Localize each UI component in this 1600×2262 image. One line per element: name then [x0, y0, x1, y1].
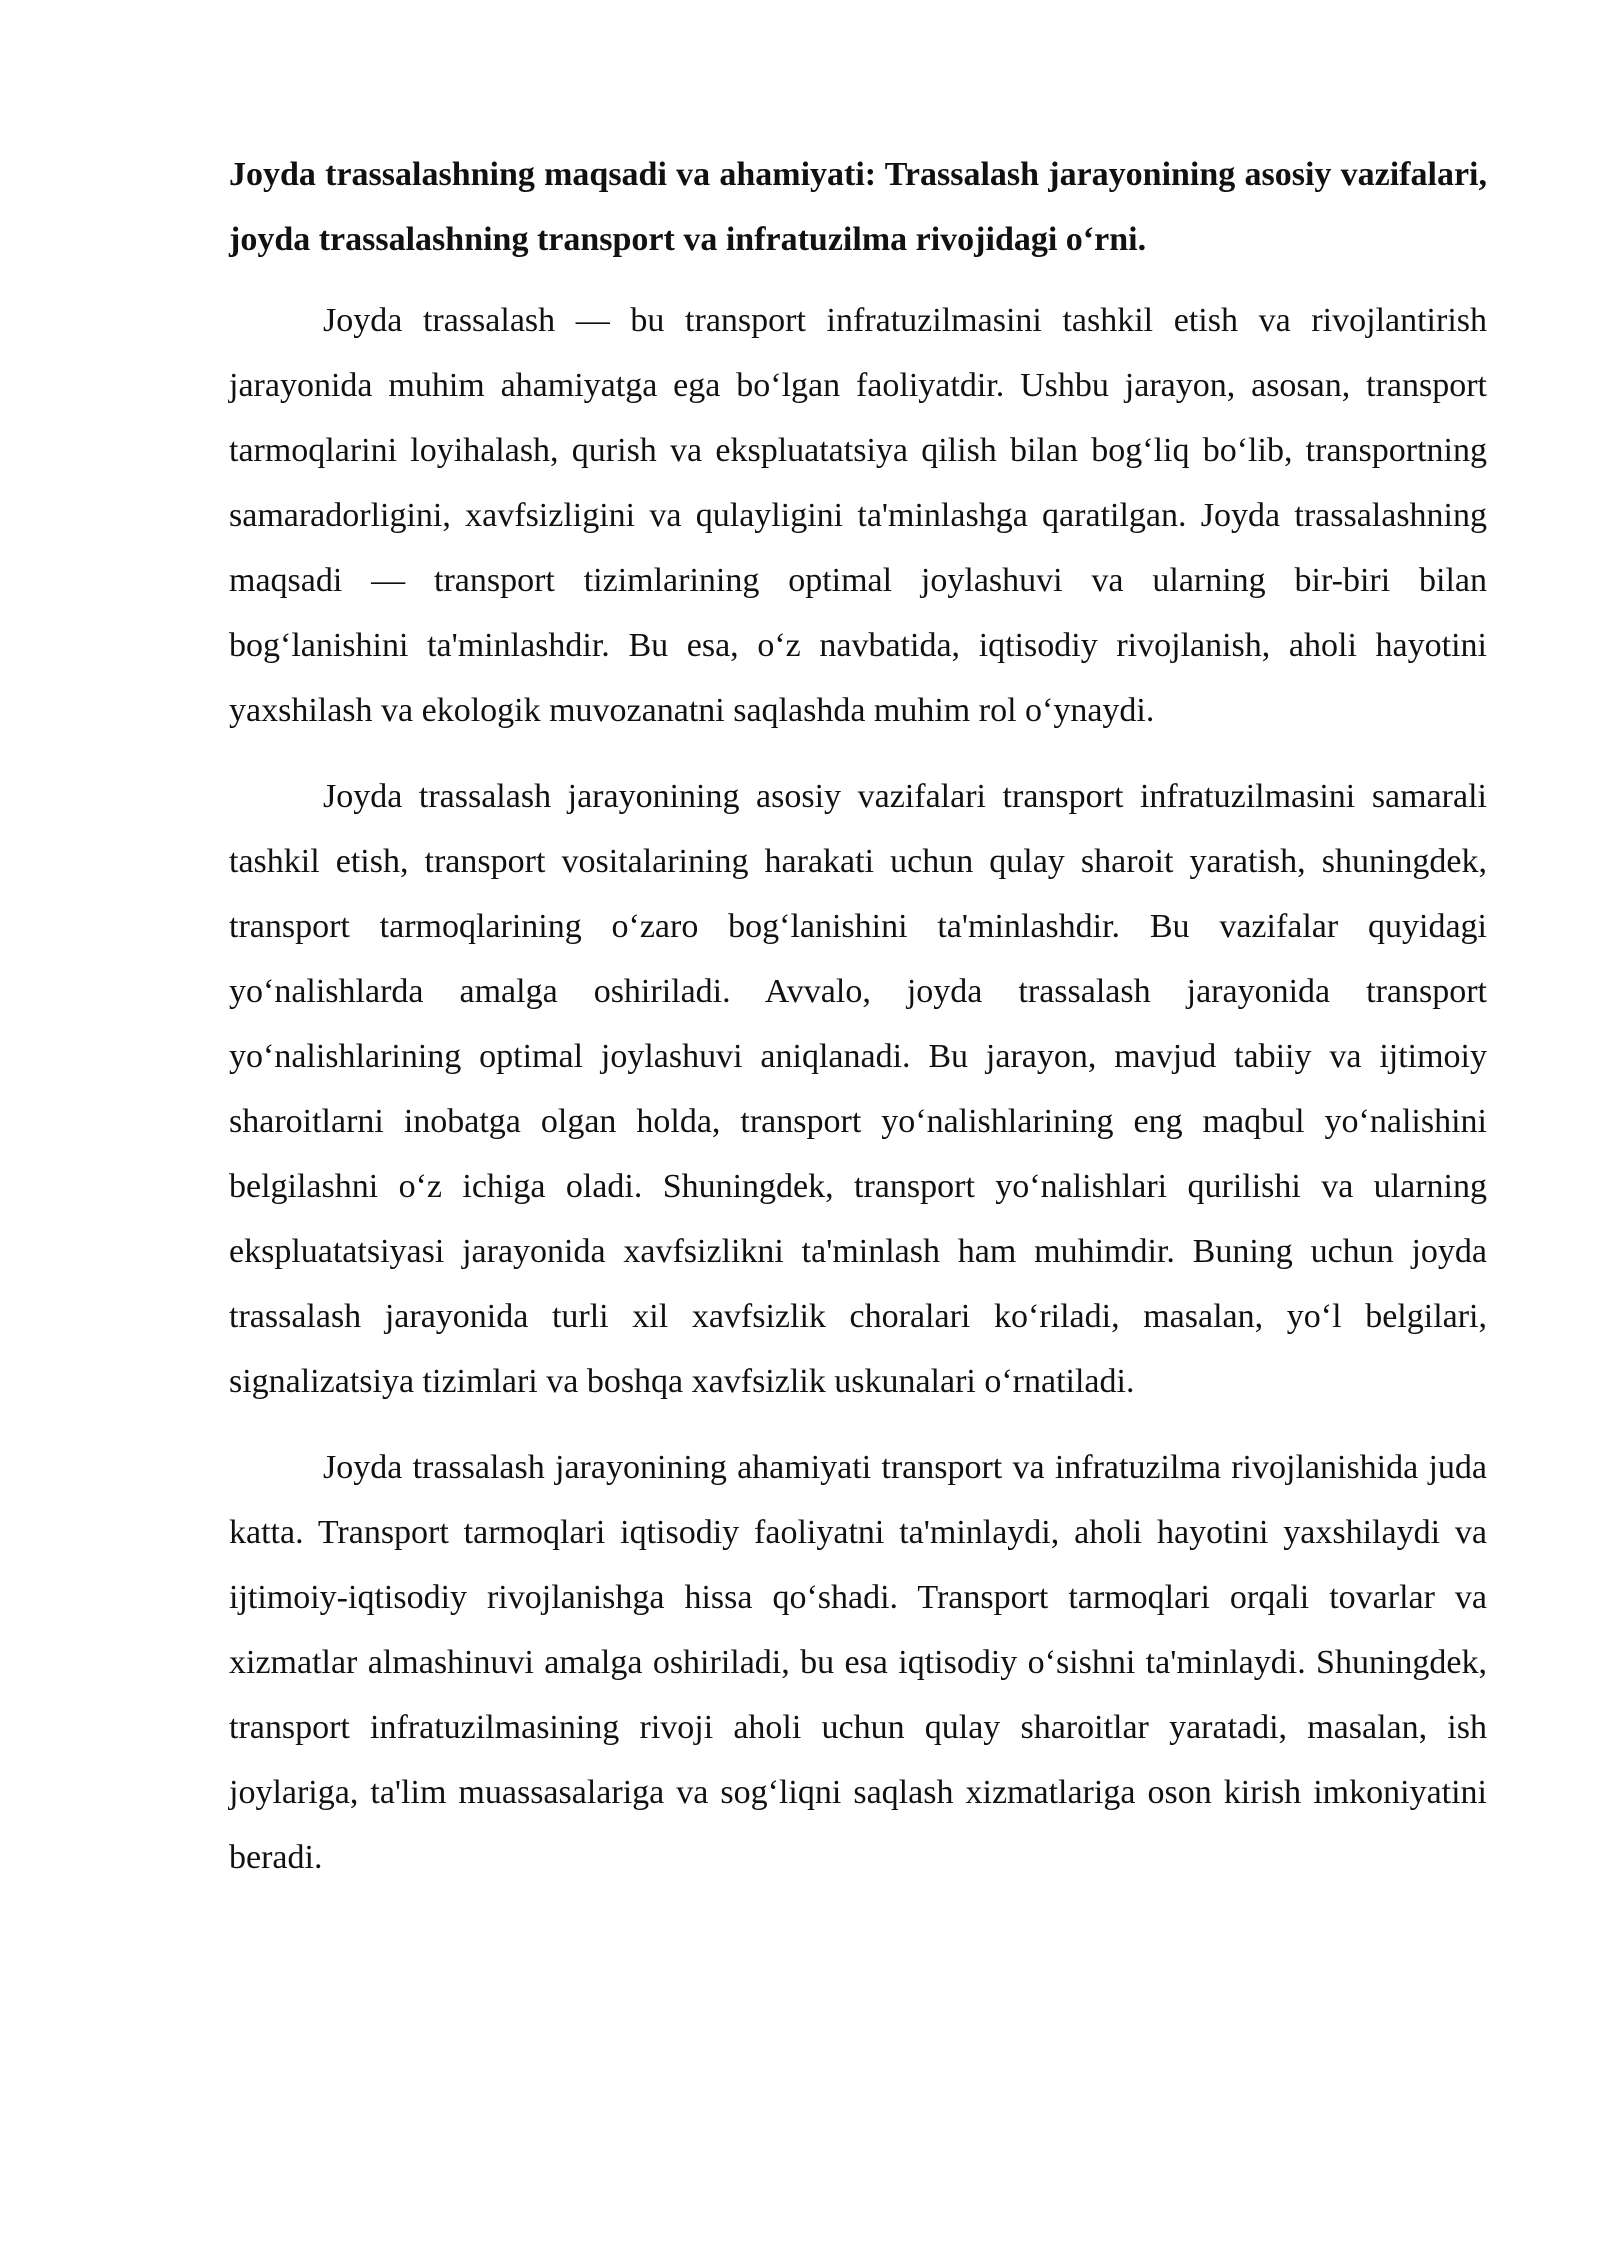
paragraph-1: Joyda trassalash — bu transport infratuzilmasini tashkil etish va rivojlantirish jarayonida muhim ahamiyatga ega bo‘lgan faoliyatdir. Ushbu jarayon, asosan, transport tarmoqlarini loyihalash, qurish va ekspluatatsiya qilish bilan bog‘liq bo‘lib, transportning samaradorligini, xavfsizligini va qulayligini ta'minlashga qaratilgan. Joyda trassalashning maqsadi — transport tizimlarining optimal joylashuvi va ularning bir-biri bilan bog‘lanishini ta'minlashdir. Bu esa, o‘z navbatida, iqtisodiy rivojlanish, aholi hayotini yaxshilash va ekologik muvozanatni saqlashda muhim rol o‘ynaydi. — [229, 302, 1487, 729]
paragraph-3: Joyda trassalash jarayonining ahamiyati transport va infratuzilma rivojlanishida juda katta. Transport tarmoqlari iqtisodiy faoliyatni ta'minlaydi, aholi hayotini yaxshilaydi va ijtimoiy-iqtisodiy rivojlanishga hissa qo‘shadi. Transport tarmoqlari orqali tovarlar va xizmatlar almashinuvi amalga oshiriladi, bu esa iqtisodiy o‘sishni ta'minlaydi. Shuningdek, transport infratuzilmasining rivoji aholi uchun qulay sharoitlar yaratadi, masalan, ish joylariga, ta'lim muassasalariga va sog‘liqni saqlash xizmatlariga oson kirish imkoniyatini beradi. — [229, 1449, 1487, 1876]
section-heading: Joyda trassalashning maqsadi va ahamiyati: Trassalash jarayonining asosiy vazifalari, joyda trassalashning transport va infratuzilma rivojidagi o‘rni. — [229, 156, 1487, 258]
paragraph-2: Joyda trassalash jarayonining asosiy vazifalari transport infratuzilmasini samarali tashkil etish, transport vositalarining harakati uchun qulay sharoit yaratish, shuningdek, transport tarmoqlarining o‘zaro bog‘lanishini ta'minlashdir. Bu vazifalar quyidagi yo‘nalishlarda amalga oshiriladi. Avvalo, joyda trassalash jarayonida transport yo‘nalishlarining optimal joylashuvi aniqlanadi. Bu jarayon, mavjud tabiiy va ijtimoiy sharoitlarni inobatga olgan holda, transport yo‘nalishlarining eng maqbul yo‘nalishini belgilashni o‘z ichiga oladi. Shuningdek, transport yo‘nalishlari qurilishi va ularning ekspluatatsiyasi jarayonida xavfsizlikni ta'minlash ham muhimdir. Buning uchun joyda trassalash jarayonida turli xil xavfsizlik choralari ko‘riladi, masalan, yo‘l belgilari, signalizatsiya tizimlari va boshqa xavfsizlik uskunalari o‘rnatiladi. — [229, 778, 1487, 1400]
